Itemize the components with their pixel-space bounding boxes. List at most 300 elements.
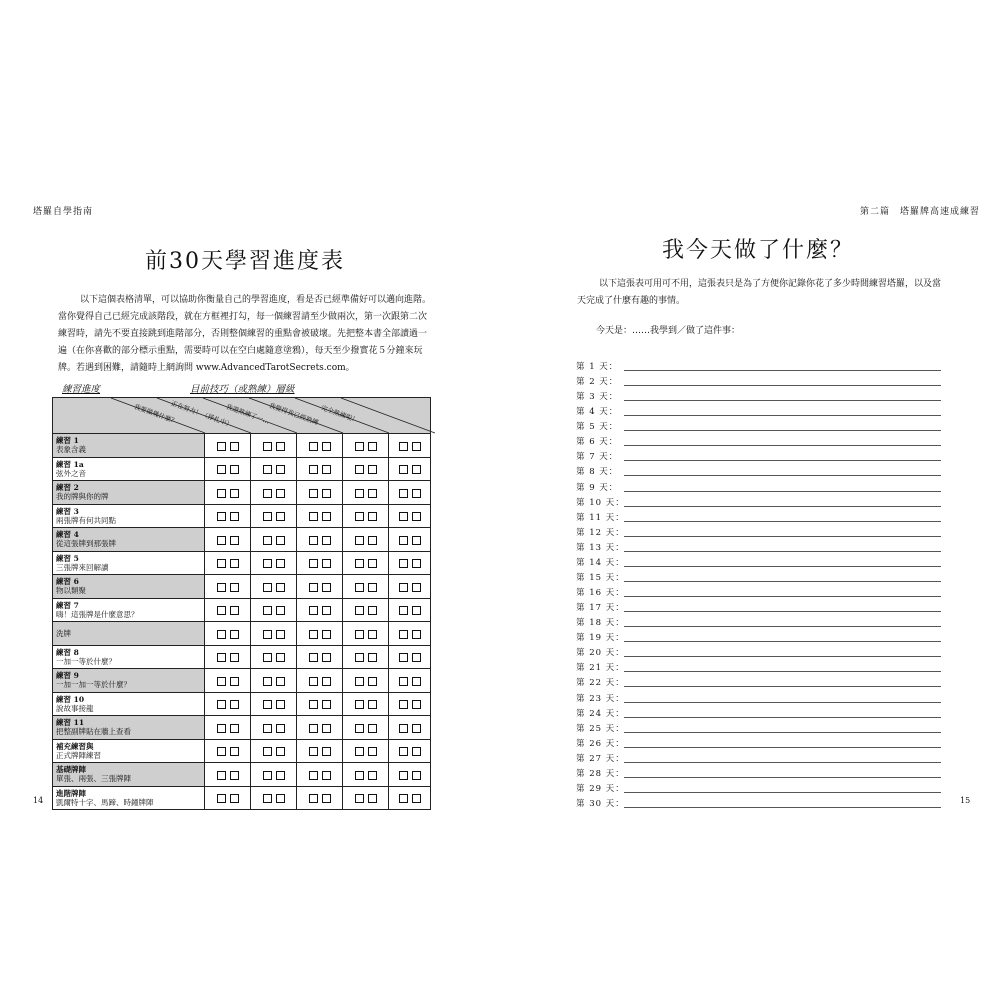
day-label: 第 21 天： <box>576 663 625 674</box>
checkbox[interactable] <box>230 747 239 756</box>
day-write-line <box>624 370 941 371</box>
checkbox[interactable] <box>276 700 285 709</box>
day-label: 第 6 天： <box>576 437 619 448</box>
checkbox[interactable] <box>368 794 377 803</box>
day-write-line <box>624 626 941 627</box>
day-label: 第 8 天： <box>576 467 619 478</box>
day-entry-row <box>576 390 941 405</box>
checkbox[interactable] <box>263 512 272 521</box>
checkbox[interactable] <box>230 630 239 639</box>
checkbox[interactable] <box>368 653 377 662</box>
right-intro-paragraph: 以下這張表可用可不用，這張表只是為了方便你記錄你花了多少時間練習塔羅，以及當天完成了什麼有趣的事情。 <box>577 279 942 306</box>
checkbox[interactable] <box>309 442 318 451</box>
checkbox[interactable] <box>263 465 272 474</box>
checkbox[interactable] <box>230 606 239 615</box>
checkbox[interactable] <box>322 559 331 568</box>
skill-level-label: 我還熟練了一… <box>224 402 271 426</box>
checkbox-cell <box>205 551 251 575</box>
day-entry-row <box>576 450 941 465</box>
day-label: 第 16 天： <box>576 588 625 599</box>
day-label: 第 27 天： <box>576 753 625 764</box>
checkbox[interactable] <box>230 677 239 686</box>
checkbox-cell <box>251 598 297 622</box>
exercise-description: 嗨！這張牌是什麼意思？ <box>56 609 139 619</box>
day-write-line <box>624 686 941 687</box>
checkbox[interactable] <box>263 559 272 568</box>
checkbox-cell <box>343 598 389 622</box>
exercise-description: 從這張牌到那張牌 <box>56 539 116 548</box>
checkbox[interactable] <box>309 724 318 733</box>
checkbox[interactable] <box>230 465 239 474</box>
checkbox[interactable] <box>399 536 408 545</box>
checkbox[interactable] <box>309 747 318 756</box>
checkbox[interactable] <box>355 700 364 709</box>
checkbox[interactable] <box>276 747 285 756</box>
checkbox[interactable] <box>276 559 285 568</box>
checkbox[interactable] <box>263 489 272 498</box>
checkbox[interactable] <box>399 700 408 709</box>
checkbox-cell <box>297 481 343 505</box>
checkbox[interactable] <box>309 489 318 498</box>
checkbox[interactable] <box>322 536 331 545</box>
exercise-label <box>53 763 205 787</box>
checkbox-cell <box>343 786 389 810</box>
checkbox[interactable] <box>309 583 318 592</box>
day-entry-row <box>576 511 941 526</box>
checkbox[interactable] <box>217 606 226 615</box>
checkbox-cell <box>343 481 389 505</box>
checkbox[interactable] <box>276 606 285 615</box>
checkbox[interactable] <box>368 536 377 545</box>
checkbox[interactable] <box>368 700 377 709</box>
checkbox-cell <box>297 598 343 622</box>
checkbox[interactable] <box>230 653 239 662</box>
checkbox-cell <box>343 504 389 528</box>
checkbox[interactable] <box>276 677 285 686</box>
checkbox-cell <box>251 645 297 669</box>
checkbox[interactable] <box>230 794 239 803</box>
day-entry-row <box>576 586 941 601</box>
checkbox[interactable] <box>355 606 364 615</box>
day-entry-row <box>576 722 941 737</box>
checkbox[interactable] <box>309 465 318 474</box>
checkbox-cell <box>343 692 389 716</box>
day-write-line <box>624 611 941 612</box>
day-entry-row <box>576 571 941 586</box>
checkbox-cell <box>205 786 251 810</box>
checkbox[interactable] <box>355 559 364 568</box>
checkbox[interactable] <box>355 653 364 662</box>
checkbox[interactable] <box>276 794 285 803</box>
table-row <box>53 598 431 622</box>
checkbox[interactable] <box>355 630 364 639</box>
day-entry-row <box>576 496 941 511</box>
checkbox[interactable] <box>412 700 421 709</box>
checkbox-cell <box>297 692 343 716</box>
checkbox[interactable] <box>412 630 421 639</box>
checkbox[interactable] <box>399 630 408 639</box>
day-label: 第 4 天： <box>576 407 619 418</box>
checkbox[interactable] <box>276 724 285 733</box>
checkbox-cell <box>251 481 297 505</box>
day-write-line <box>624 430 941 431</box>
day-label: 第 5 天： <box>576 422 619 433</box>
checkbox[interactable] <box>368 465 377 474</box>
checkbox[interactable] <box>217 489 226 498</box>
left-page-number: 14 <box>33 796 44 805</box>
checkbox[interactable] <box>322 653 331 662</box>
exercise-name: 練習 1 <box>56 436 79 445</box>
checkbox[interactable] <box>399 512 408 521</box>
checkbox[interactable] <box>263 771 272 780</box>
checkbox-cell <box>389 669 431 693</box>
checkbox[interactable] <box>230 512 239 521</box>
checkbox[interactable] <box>412 583 421 592</box>
checkbox[interactable] <box>368 606 377 615</box>
progress-column-heading: 練習進度 <box>62 384 101 395</box>
checkbox[interactable] <box>309 794 318 803</box>
checkbox[interactable] <box>399 489 408 498</box>
exercise-name: 練習 4 <box>56 530 79 539</box>
checkbox[interactable] <box>355 489 364 498</box>
checkbox[interactable] <box>368 724 377 733</box>
checkbox-cell <box>205 504 251 528</box>
checkbox[interactable] <box>276 771 285 780</box>
checkbox-cell <box>251 692 297 716</box>
progress-table <box>52 397 431 810</box>
exercise-description: 一加一等於什麼？ <box>56 656 116 666</box>
checkbox[interactable] <box>355 771 364 780</box>
day-write-line <box>624 536 941 537</box>
checkbox[interactable] <box>230 559 239 568</box>
day-entry-row <box>576 435 941 450</box>
skill-level-label: 我覺得我已經熟練 <box>267 401 320 427</box>
checkbox[interactable] <box>368 559 377 568</box>
exercise-label <box>53 504 205 528</box>
checkbox[interactable] <box>309 677 318 686</box>
day-entry-row <box>576 797 941 812</box>
checkbox[interactable] <box>368 677 377 686</box>
checkbox-cell <box>389 481 431 505</box>
day-write-line <box>624 566 941 567</box>
checkbox[interactable] <box>399 794 408 803</box>
checkbox[interactable] <box>217 512 226 521</box>
checkbox[interactable] <box>399 747 408 756</box>
checkbox-cell <box>297 528 343 552</box>
table-row <box>53 481 431 505</box>
skill-level-label: 正在努力！（掙扎中） <box>169 399 234 429</box>
checkbox[interactable] <box>412 724 421 733</box>
checkbox-cell <box>343 716 389 740</box>
checkbox-cell <box>389 575 431 599</box>
checkbox[interactable] <box>263 630 272 639</box>
table-row <box>53 551 431 575</box>
day-write-line <box>624 415 941 416</box>
checkbox[interactable] <box>217 442 226 451</box>
checkbox[interactable] <box>412 442 421 451</box>
checkbox[interactable] <box>368 512 377 521</box>
day-label: 第 10 天： <box>576 497 625 508</box>
day-entry-row <box>576 526 941 541</box>
skill-level-header <box>53 398 431 434</box>
checkbox[interactable] <box>355 583 364 592</box>
checkbox[interactable] <box>276 630 285 639</box>
day-write-line <box>624 777 941 778</box>
checkbox[interactable] <box>355 536 364 545</box>
checkbox[interactable] <box>217 630 226 639</box>
checkbox[interactable] <box>217 465 226 474</box>
day-write-line <box>624 521 941 522</box>
checkbox[interactable] <box>263 724 272 733</box>
exercise-name: 練習 11 <box>56 718 85 727</box>
checkbox[interactable] <box>263 606 272 615</box>
checkbox-cell <box>297 504 343 528</box>
checkbox[interactable] <box>263 536 272 545</box>
skill-level-label: 我要做幾什麼？ <box>132 402 179 426</box>
day-label: 第 12 天： <box>576 527 625 538</box>
checkbox[interactable] <box>399 677 408 686</box>
checkbox[interactable] <box>322 465 331 474</box>
checkbox-cell <box>343 763 389 787</box>
day-label: 第 15 天： <box>576 572 625 583</box>
checkbox-cell <box>297 622 343 646</box>
checkbox[interactable] <box>322 724 331 733</box>
checkbox[interactable] <box>230 700 239 709</box>
exercise-name: 練習 6 <box>56 577 79 586</box>
day-write-line <box>624 641 941 642</box>
checkbox[interactable] <box>230 724 239 733</box>
day-label: 第 13 天： <box>576 542 625 553</box>
checkbox[interactable] <box>276 442 285 451</box>
exercise-description: 三張牌來回解讀 <box>56 562 109 572</box>
checkbox-cell <box>297 551 343 575</box>
checkbox[interactable] <box>368 630 377 639</box>
checkbox-cell <box>343 575 389 599</box>
checkbox[interactable] <box>412 489 421 498</box>
checkbox[interactable] <box>263 442 272 451</box>
checkbox[interactable] <box>263 794 272 803</box>
checkbox[interactable] <box>399 442 408 451</box>
checkbox-cell <box>205 528 251 552</box>
checkbox[interactable] <box>322 677 331 686</box>
day-write-line <box>624 807 941 808</box>
day-entry-row <box>576 601 941 616</box>
checkbox[interactable] <box>217 771 226 780</box>
checkbox[interactable] <box>322 630 331 639</box>
checkbox[interactable] <box>368 442 377 451</box>
checkbox[interactable] <box>399 653 408 662</box>
day-write-line <box>624 506 941 507</box>
checkbox[interactable] <box>322 512 331 521</box>
day-entry-row <box>576 692 941 707</box>
checkbox-cell <box>251 763 297 787</box>
checkbox[interactable] <box>309 536 318 545</box>
checkbox-cell <box>297 716 343 740</box>
day-entry-row <box>576 375 941 390</box>
checkbox[interactable] <box>263 677 272 686</box>
checkbox[interactable] <box>322 489 331 498</box>
day-entry-row <box>576 481 941 496</box>
checkbox[interactable] <box>412 653 421 662</box>
checkbox-cell <box>297 739 343 763</box>
checkbox-cell <box>297 434 343 458</box>
daily-prompt: 今天是：……我學到／做了這件事： <box>596 326 741 336</box>
checkbox[interactable] <box>217 794 226 803</box>
checkbox[interactable] <box>322 794 331 803</box>
checkbox[interactable] <box>355 677 364 686</box>
checkbox[interactable] <box>309 559 318 568</box>
table-row <box>53 786 431 810</box>
checkbox[interactable] <box>368 771 377 780</box>
checkbox-cell <box>297 786 343 810</box>
checkbox[interactable] <box>276 465 285 474</box>
checkbox-cell <box>389 645 431 669</box>
day-label: 第 20 天： <box>576 648 625 659</box>
checkbox[interactable] <box>276 536 285 545</box>
checkbox[interactable] <box>412 536 421 545</box>
table-header-row <box>53 398 431 434</box>
day-label: 第 25 天： <box>576 723 625 734</box>
exercise-label <box>53 528 205 552</box>
checkbox[interactable] <box>309 653 318 662</box>
checkbox[interactable] <box>322 606 331 615</box>
progress-table-body <box>53 398 431 810</box>
checkbox[interactable] <box>412 606 421 615</box>
checkbox[interactable] <box>412 677 421 686</box>
checkbox[interactable] <box>276 512 285 521</box>
exercise-description: 正式牌陣練習 <box>56 750 101 760</box>
checkbox-cell <box>205 763 251 787</box>
checkbox[interactable] <box>230 536 239 545</box>
checkbox[interactable] <box>276 583 285 592</box>
checkbox[interactable] <box>399 771 408 780</box>
checkbox[interactable] <box>412 559 421 568</box>
checkbox[interactable] <box>322 700 331 709</box>
day-label: 第 14 天： <box>576 557 625 568</box>
checkbox[interactable] <box>309 606 318 615</box>
checkbox-cell <box>297 575 343 599</box>
checkbox[interactable] <box>217 583 226 592</box>
day-label: 第 7 天： <box>576 452 619 463</box>
checkbox[interactable] <box>217 536 226 545</box>
checkbox[interactable] <box>355 794 364 803</box>
checkbox[interactable] <box>399 465 408 474</box>
checkbox-cell <box>343 528 389 552</box>
checkbox-cell <box>205 434 251 458</box>
checkbox[interactable] <box>399 724 408 733</box>
checkbox[interactable] <box>263 747 272 756</box>
checkbox-cell <box>205 598 251 622</box>
checkbox[interactable] <box>217 677 226 686</box>
checkbox-cell <box>297 645 343 669</box>
day-entry-row <box>576 752 941 767</box>
checkbox[interactable] <box>230 442 239 451</box>
checkbox[interactable] <box>412 794 421 803</box>
exercise-description: 把整副牌貼在牆上查看 <box>56 727 131 736</box>
checkbox[interactable] <box>309 771 318 780</box>
checkbox-cell <box>389 786 431 810</box>
checkbox[interactable] <box>230 583 239 592</box>
checkbox[interactable] <box>230 771 239 780</box>
checkbox[interactable] <box>355 724 364 733</box>
checkbox[interactable] <box>263 583 272 592</box>
day-write-line <box>624 475 941 476</box>
checkbox-cell <box>389 598 431 622</box>
day-label: 第 1 天： <box>576 362 619 372</box>
checkbox[interactable] <box>322 747 331 756</box>
checkbox[interactable] <box>412 771 421 780</box>
checkbox[interactable] <box>322 442 331 451</box>
exercise-description: 單張、兩張、三張牌陣 <box>56 774 131 783</box>
checkbox[interactable] <box>263 700 272 709</box>
checkbox[interactable] <box>276 653 285 662</box>
checkbox[interactable] <box>368 747 377 756</box>
checkbox-cell <box>205 622 251 646</box>
checkbox[interactable] <box>412 512 421 521</box>
checkbox[interactable] <box>355 442 364 451</box>
checkbox[interactable] <box>230 489 239 498</box>
checkbox[interactable] <box>276 489 285 498</box>
day-label: 第 11 天： <box>576 512 625 523</box>
checkbox-cell <box>251 669 297 693</box>
checkbox[interactable] <box>309 512 318 521</box>
checkbox-cell <box>205 669 251 693</box>
checkbox[interactable] <box>368 489 377 498</box>
checkbox[interactable] <box>309 630 318 639</box>
checkbox[interactable] <box>217 747 226 756</box>
day-entry-row <box>576 646 941 661</box>
checkbox-cell <box>389 528 431 552</box>
exercise-label <box>53 457 205 481</box>
checkbox[interactable] <box>412 465 421 474</box>
checkbox-cell <box>205 692 251 716</box>
checkbox[interactable] <box>355 747 364 756</box>
exercise-name: 練習 9 <box>56 671 79 680</box>
exercise-name: 基礎牌陣 <box>56 765 86 774</box>
exercise-label <box>53 669 205 693</box>
checkbox[interactable] <box>263 653 272 662</box>
checkbox[interactable] <box>355 512 364 521</box>
checkbox[interactable] <box>322 771 331 780</box>
day-write-line <box>624 747 941 748</box>
checkbox[interactable] <box>217 724 226 733</box>
exercise-description: 我的牌與你的牌 <box>56 492 109 501</box>
checkbox[interactable] <box>355 465 364 474</box>
exercise-description: 表象含義 <box>56 445 86 454</box>
checkbox[interactable] <box>309 700 318 709</box>
skill-level-label: 完全熟練啦！ <box>319 403 360 425</box>
checkbox-cell <box>343 622 389 646</box>
checkbox[interactable] <box>368 583 377 592</box>
checkbox[interactable] <box>399 606 408 615</box>
day-entry-row <box>576 737 941 752</box>
table-row <box>53 528 431 552</box>
checkbox[interactable] <box>217 559 226 568</box>
checkbox-cell <box>251 575 297 599</box>
checkbox[interactable] <box>217 700 226 709</box>
checkbox[interactable] <box>412 747 421 756</box>
day-label: 第 18 天： <box>576 618 625 629</box>
checkbox-cell <box>297 763 343 787</box>
checkbox[interactable] <box>399 583 408 592</box>
checkbox-cell <box>389 622 431 646</box>
day-entry-row <box>576 767 941 782</box>
left-page-title: 前30天學習進度表 <box>145 249 345 274</box>
checkbox[interactable] <box>399 559 408 568</box>
checkbox[interactable] <box>322 583 331 592</box>
table-row <box>53 645 431 669</box>
checkbox[interactable] <box>217 653 226 662</box>
